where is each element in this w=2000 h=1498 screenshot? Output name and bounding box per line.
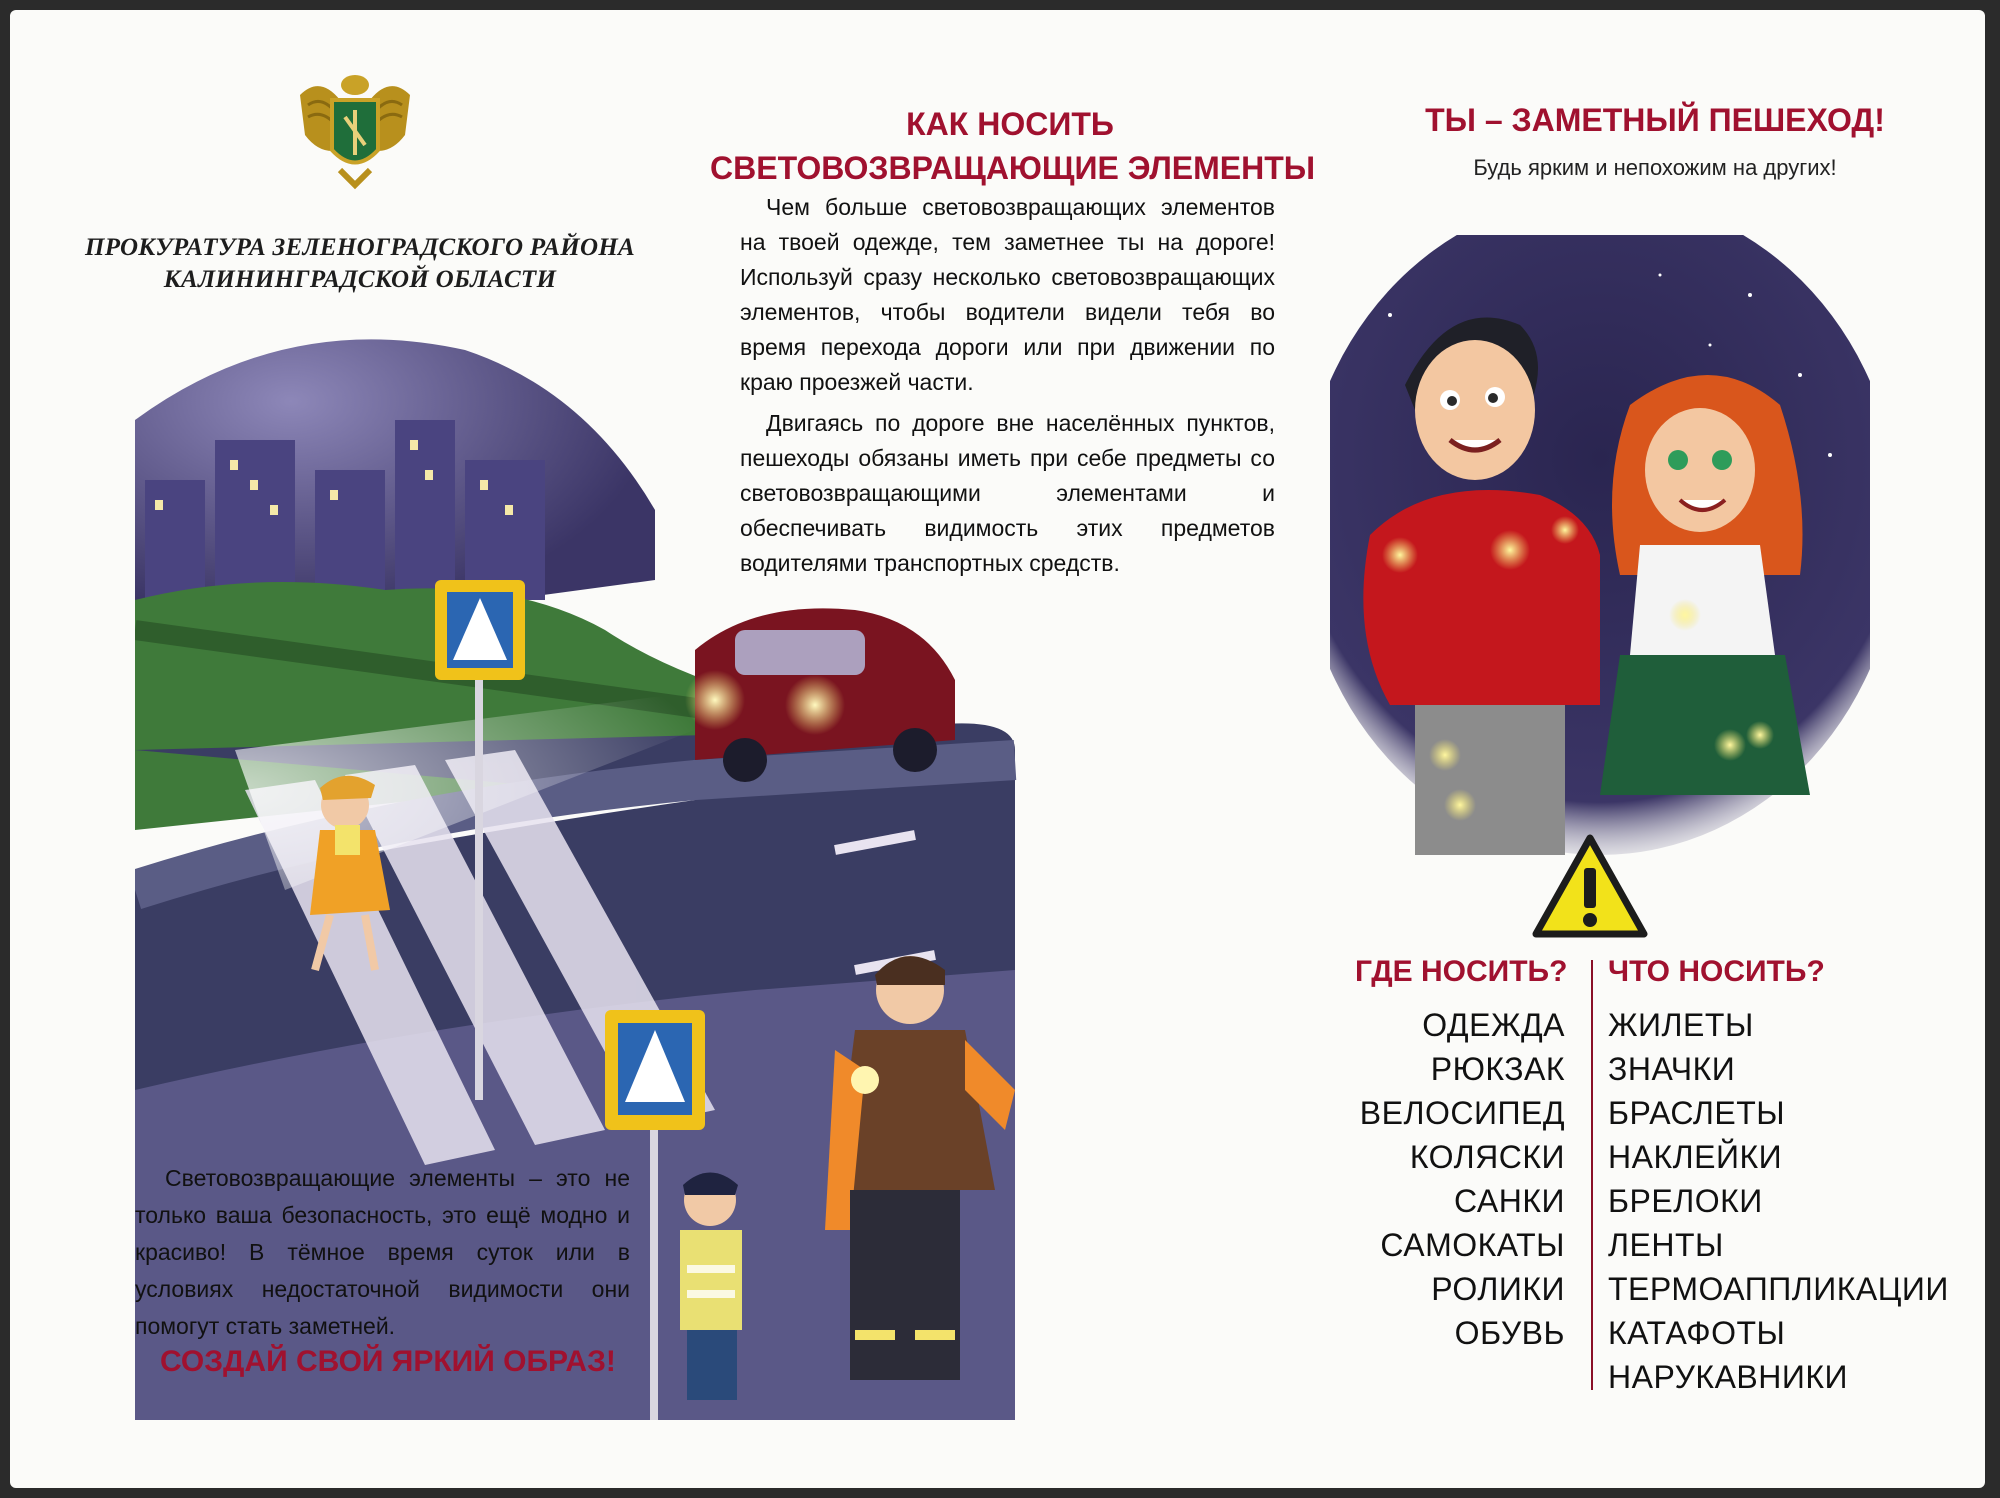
middle-paragraph-1: Чем больше световозвращающих элементов на твоей одежде, тем заметнее ты на дороге! Используй сразу несколько световозвращающих элементов, чтобы водители видели тебя во время перехода дороги или при движении по краю проезжей части. bbox=[740, 194, 1275, 395]
what-heading: ЧТО НОСИТЬ? bbox=[1608, 955, 1825, 988]
where-heading: ГДЕ НОСИТЬ? bbox=[1355, 955, 1568, 988]
warning-triangle-icon bbox=[1530, 832, 1650, 942]
what-to-wear-list bbox=[1608, 955, 1978, 1399]
middle-title-line1: КАК НОСИТЬ bbox=[906, 106, 1114, 142]
organization-title-line2: КАЛИНИНГРАДСКОЙ ОБЛАСТИ bbox=[163, 266, 557, 293]
bottom-left-body bbox=[135, 1160, 630, 1345]
right-subtitle: Будь ярким и непохожим на других! bbox=[1473, 155, 1837, 180]
what-item: НАРУКАВНИКИ bbox=[1608, 1359, 1848, 1395]
middle-paragraph-2: Двигаясь по дороге вне населённых пунктов, пешеходы обязаны иметь при себе предметы со световозвращающими элементами и обеспечивать видимость этих предметов водителями транспортных средств. bbox=[740, 410, 1275, 576]
where-item: РЮКЗАК bbox=[1430, 1051, 1565, 1087]
what-item: КАТАФОТЫ bbox=[1608, 1315, 1786, 1351]
where-item: РОЛИКИ bbox=[1431, 1271, 1565, 1307]
middle-title bbox=[710, 102, 1316, 190]
where-item: КОЛЯСКИ bbox=[1409, 1139, 1565, 1175]
organization-title-line1: ПРОКУРАТУРА ЗЕЛЕНОГРАДСКОГО РАЙОНА bbox=[84, 234, 636, 261]
reflective-kids-illustration bbox=[1330, 235, 1870, 855]
bottom-left-paragraph: Световозвращающие элементы – это не только ваша безопасность, это ещё модно и красиво! В тёмное время суток или в условиях недостаточной видимости они помогут стать заметней. bbox=[135, 1165, 630, 1339]
what-item: БРАСЛЕТЫ bbox=[1608, 1095, 1786, 1131]
what-item: БРЕЛОКИ bbox=[1608, 1183, 1763, 1219]
where-item: САМОКАТЫ bbox=[1380, 1227, 1565, 1263]
column-divider bbox=[1591, 960, 1593, 1390]
where-item: ОБУВЬ bbox=[1454, 1315, 1565, 1351]
middle-title-line2: СВЕТОВОЗВРАЩАЮЩИЕ ЭЛЕМЕНТЫ bbox=[710, 150, 1316, 186]
where-item: ОДЕЖДА bbox=[1422, 1007, 1565, 1043]
where-item: САНКИ bbox=[1454, 1183, 1565, 1219]
what-item: ЗНАЧКИ bbox=[1608, 1051, 1736, 1087]
what-item: НАКЛЕЙКИ bbox=[1608, 1139, 1783, 1175]
middle-body bbox=[740, 190, 1275, 587]
right-title: ТЫ – ЗАМЕТНЫЙ ПЕШЕХОД! bbox=[1425, 102, 1885, 138]
what-item: ТЕРМОАППЛИКАЦИИ bbox=[1608, 1271, 1949, 1307]
organization-title bbox=[70, 232, 650, 296]
slogan: СОЗДАЙ СВОЙ ЯРКИЙ ОБРАЗ! bbox=[160, 1345, 616, 1378]
where-item: ВЕЛОСИПЕД bbox=[1359, 1095, 1565, 1131]
what-item: ЖИЛЕТЫ bbox=[1608, 1007, 1754, 1043]
leaflet-page bbox=[10, 10, 1985, 1488]
what-item: ЛЕНТЫ bbox=[1608, 1227, 1724, 1263]
prosecutor-eagle-emblem-icon bbox=[290, 55, 420, 195]
where-to-wear-list bbox=[1355, 955, 1568, 1355]
